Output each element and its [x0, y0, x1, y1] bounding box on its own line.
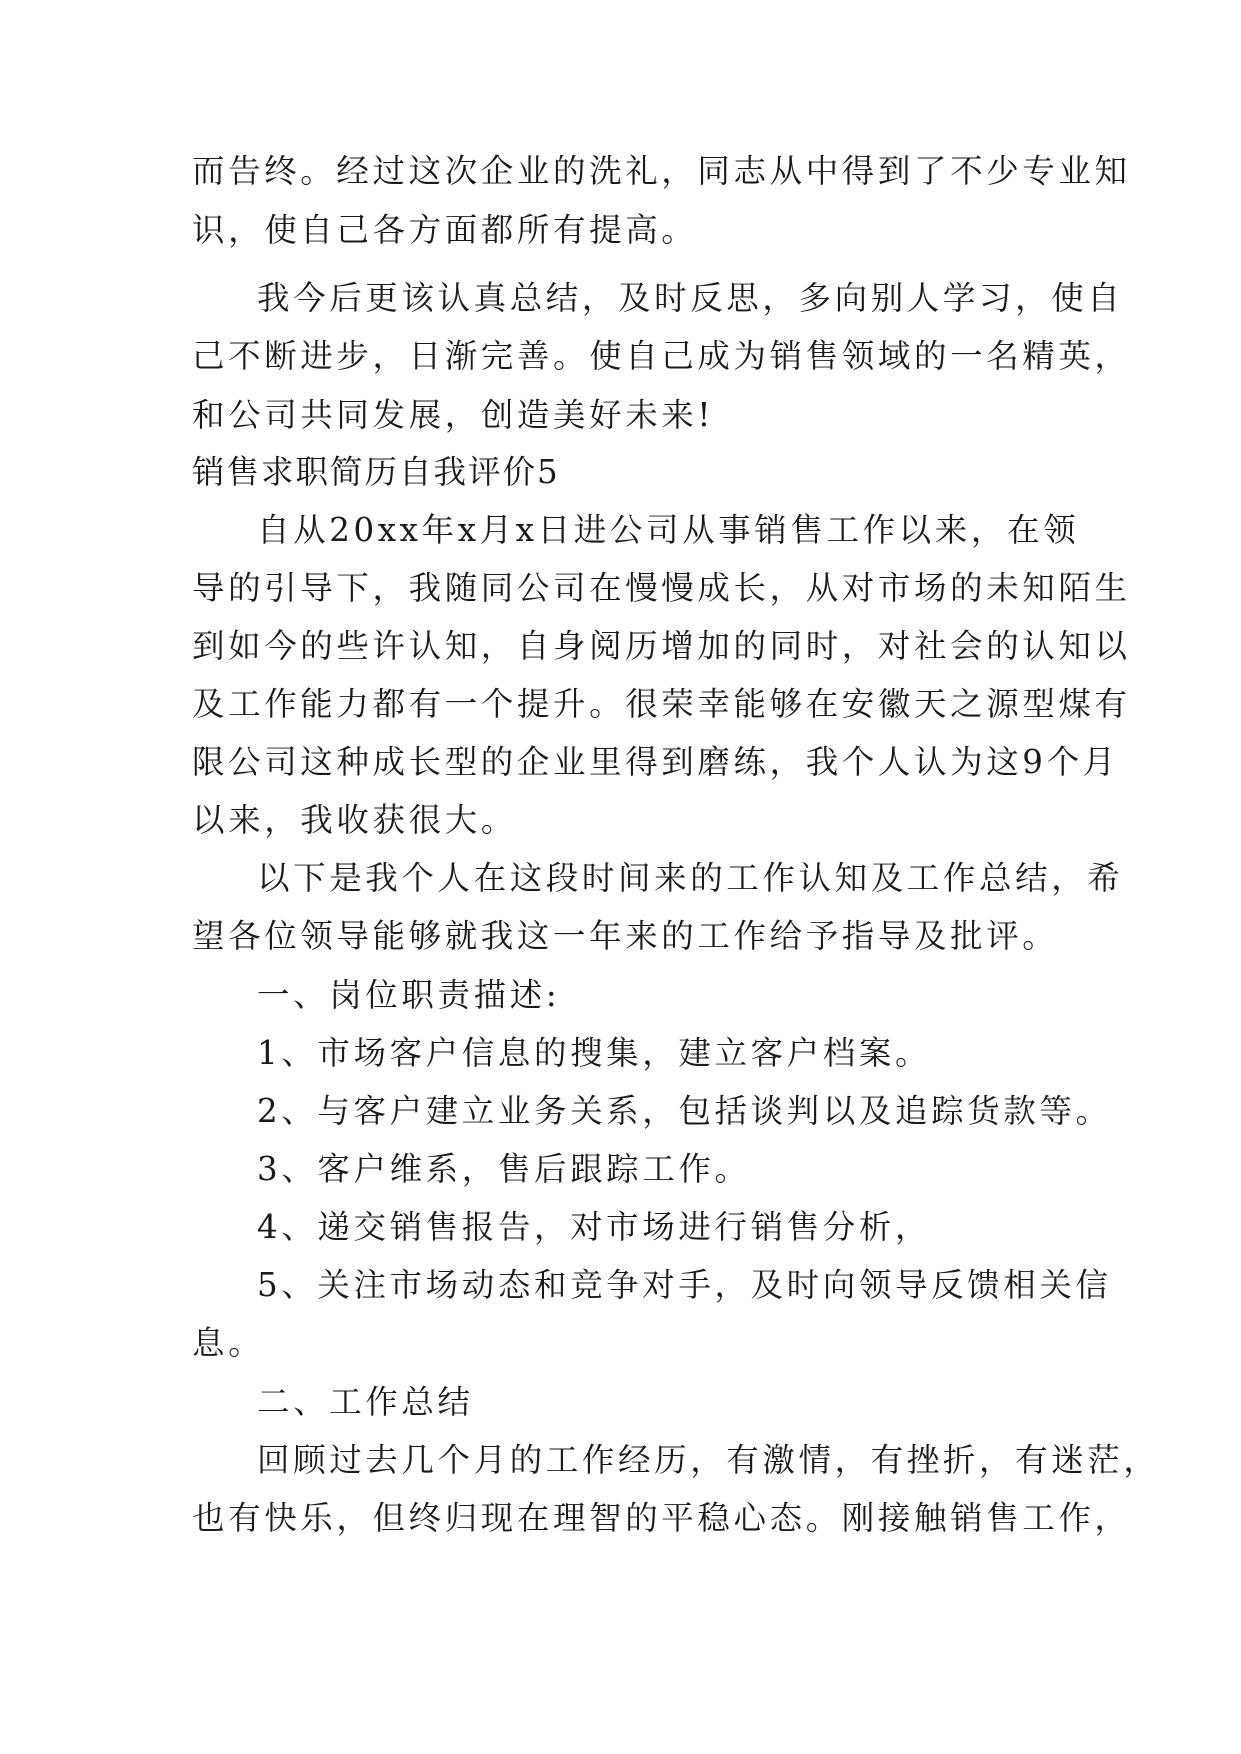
paragraph-line: 而告终。经过这次企业的洗礼，同志从中得到了不少专业知 — [192, 152, 1131, 190]
paragraph-line: 己不断进步，日渐完善。使自己成为销售领域的一名精英， — [192, 337, 1131, 375]
paragraph-line: 以下是我个人在这段时间来的工作认知及工作总结，希 — [257, 859, 1124, 897]
paragraph-line: 到如今的些许认知，自身阅历增加的同时，对社会的认知以 — [192, 627, 1131, 665]
paragraph-line: 限公司这种成长型的企业里得到磨练，我个人认为这9个月 — [192, 743, 1119, 781]
list-item-continuation: 息。 — [192, 1324, 265, 1362]
list-item: 3、客户维系，售后跟踪工作。 — [257, 1150, 751, 1188]
paragraph-line: 以来，我收获很大。 — [192, 801, 517, 839]
subsection-heading: 二、工作总结 — [257, 1383, 474, 1421]
list-item: 4、递交销售报告，对市场进行销售分析， — [257, 1208, 932, 1246]
list-item: 1、市场客户信息的搜集，建立客户档案。 — [257, 1034, 932, 1072]
section-title: 销售求职简历自我评价5 — [192, 453, 560, 491]
subsection-heading: 一、岗位职责描述: — [257, 976, 561, 1014]
list-item: 5、关注市场动态和竞争对手，及时向领导反馈相关信 — [257, 1266, 1112, 1304]
paragraph-line: 也有快乐，但终归现在理智的平稳心态。刚接触销售工作， — [192, 1499, 1131, 1537]
paragraph-line: 和公司共同发展，创造美好未来! — [192, 396, 715, 434]
list-item: 2、与客户建立业务关系，包括谈判以及追踪货款等。 — [257, 1092, 1112, 1130]
paragraph-line: 回顾过去几个月的工作经历，有激情，有挫折，有迷茫， — [257, 1441, 1160, 1479]
paragraph-line: 望各位领导能够就我这一年来的工作给予指导及批评。 — [192, 917, 1059, 955]
paragraph-line: 自从20xx年x月x日进公司从事销售工作以来，在领 — [257, 511, 1080, 549]
paragraph-line: 及工作能力都有一个提升。很荣幸能够在安徽天之源型煤有 — [192, 685, 1131, 723]
paragraph-line: 我今后更该认真总结，及时反思，多向别人学习，使自 — [257, 279, 1124, 317]
paragraph-line: 识，使自己各方面都所有提高。 — [192, 211, 698, 249]
paragraph-line: 导的引导下，我随同公司在慢慢成长，从对市场的未知陌生 — [192, 569, 1131, 607]
